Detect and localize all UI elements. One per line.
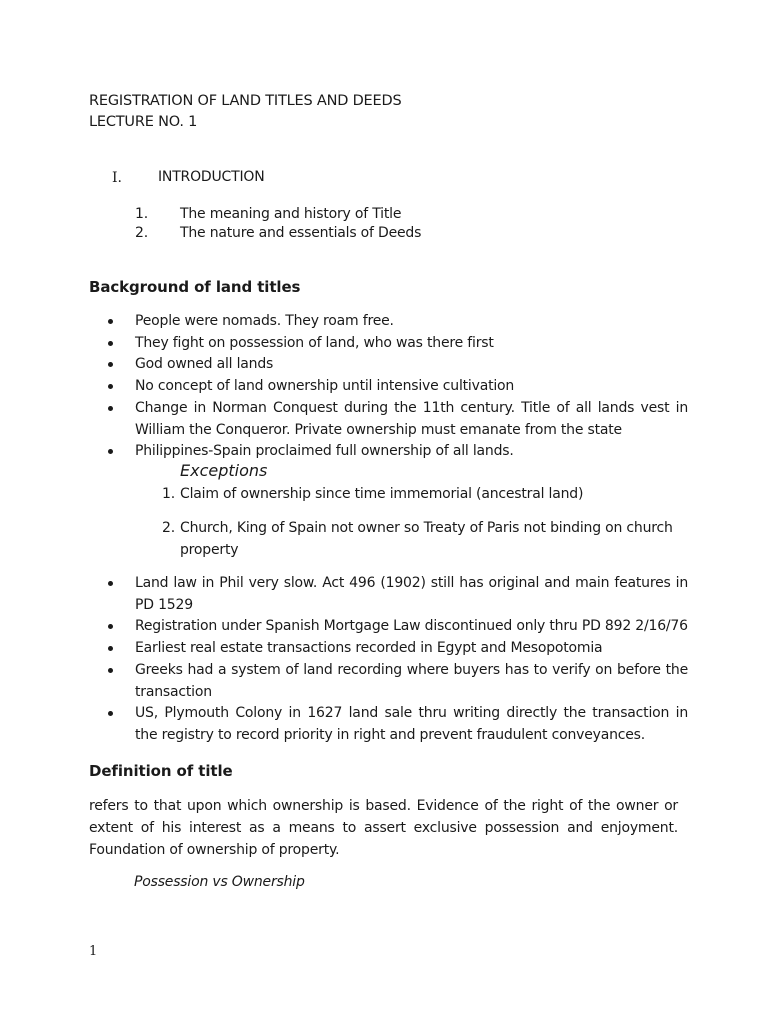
list-item: They fight on possession of land, who was there first bbox=[108, 333, 688, 355]
bullet-icon bbox=[108, 341, 113, 346]
definition-heading: Definition of title bbox=[89, 762, 233, 780]
list-item: Earliest real estate transactions recorded in Egypt and Mesopotomia bbox=[108, 638, 688, 660]
section-item-number: 2. bbox=[135, 225, 148, 241]
list-item: Philippines-Spain proclaimed full ownership of all lands. bbox=[108, 441, 688, 463]
bullet-icon bbox=[108, 319, 113, 324]
background-bullet-list bbox=[108, 311, 688, 463]
bullet-icon bbox=[108, 624, 113, 629]
possession-vs-ownership-subheading: Possession vs Ownership bbox=[134, 874, 305, 890]
background-bullet-list-continued bbox=[108, 573, 688, 747]
section-label: INTRODUCTION bbox=[158, 169, 265, 185]
exception-item: 2. Church, King of Spain not owner so Treaty of Paris not binding on church property bbox=[162, 520, 673, 558]
page-number: 1 bbox=[89, 944, 98, 959]
list-item: Change in Norman Conquest during the 11th century. Title of all lands vest in William the Conqueror. Private ownership must emanate from the state bbox=[108, 398, 688, 441]
exceptions-label: Exceptions bbox=[180, 461, 268, 480]
list-item: Land law in Phil very slow. Act 496 (1902) still has original and main features in PD 1529 bbox=[108, 573, 688, 616]
bullet-icon bbox=[108, 362, 113, 367]
list-item: Greeks had a system of land recording where buyers has to verify on before the transaction bbox=[108, 660, 688, 703]
bullet-icon bbox=[108, 449, 113, 454]
document-title: REGISTRATION OF LAND TITLES AND DEEDS bbox=[89, 93, 402, 109]
list-item: No concept of land ownership until intensive cultivation bbox=[108, 376, 688, 398]
bullet-icon bbox=[108, 384, 113, 389]
lecture-number: LECTURE NO. 1 bbox=[89, 114, 198, 130]
list-item: Registration under Spanish Mortgage Law discontinued only thru PD 892 2/16/76 bbox=[108, 616, 688, 638]
background-heading: Background of land titles bbox=[89, 278, 301, 296]
bullet-icon bbox=[108, 581, 113, 586]
list-item: God owned all lands bbox=[108, 354, 688, 376]
definition-paragraph: refers to that upon which ownership is based. Evidence of the right of the owner or extent of his interest as a means to assert exclusive possession and enjoyment. Foundation of ownership of property. bbox=[89, 798, 678, 858]
section-item-text: The meaning and history of Title bbox=[180, 206, 402, 222]
bullet-icon bbox=[108, 406, 113, 411]
bullet-icon bbox=[108, 646, 113, 651]
list-item: US, Plymouth Colony in 1627 land sale thru writing directly the transaction in the registry to record priority in right and prevent fraudulent conveyances. bbox=[108, 703, 688, 746]
list-item: People were nomads. They roam free. bbox=[108, 311, 688, 333]
exception-item: 1. Claim of ownership since time immemorial (ancestral land) bbox=[162, 486, 584, 502]
section-roman-numeral: I. bbox=[112, 170, 122, 186]
bullet-icon bbox=[108, 711, 113, 716]
bullet-icon bbox=[108, 668, 113, 673]
section-item-number: 1. bbox=[135, 206, 148, 222]
section-item-text: The nature and essentials of Deeds bbox=[180, 225, 422, 241]
